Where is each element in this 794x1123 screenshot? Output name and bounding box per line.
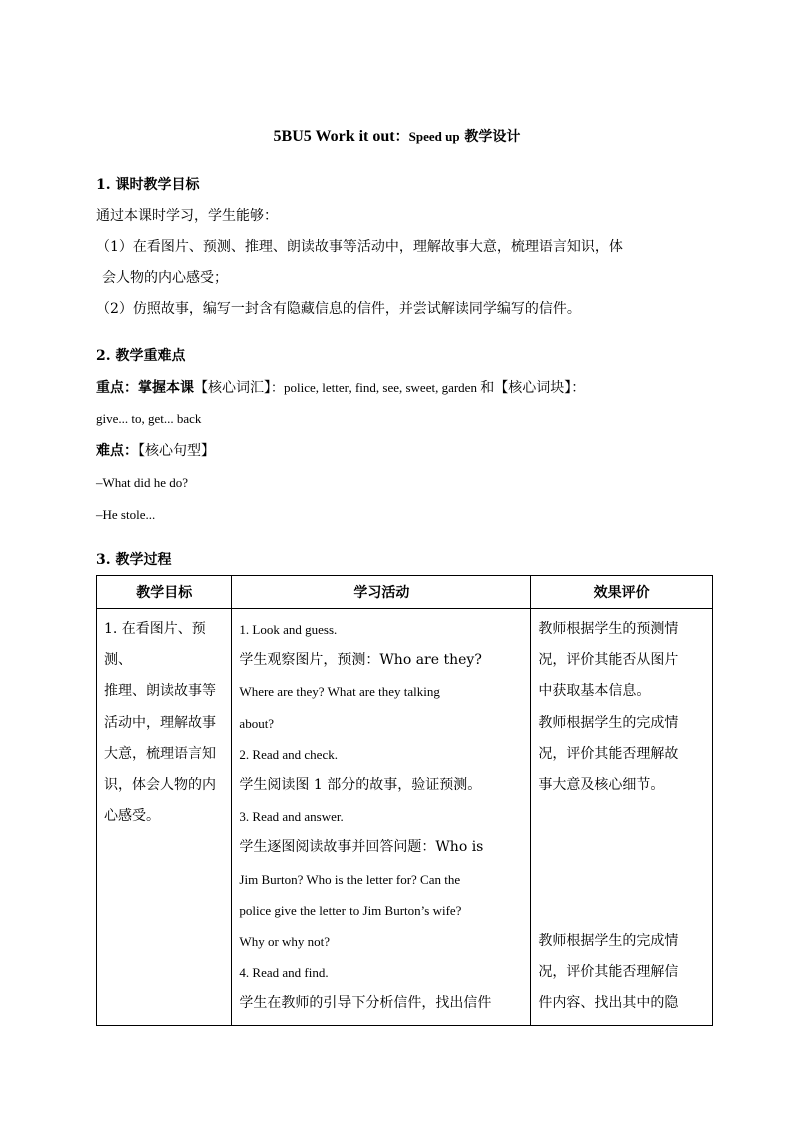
section1-heading: 1. 课时教学目标 bbox=[96, 177, 200, 193]
evaluation-line: 况，评价其能否从图片 bbox=[538, 652, 679, 669]
difficult-line bbox=[96, 440, 716, 462]
activity-line: 学生观察图片，预测：Who are they? bbox=[239, 652, 482, 669]
goal1-line2: 会人物的内心感受； bbox=[102, 270, 228, 286]
key-label: 重点：掌握本课 bbox=[96, 380, 194, 396]
title-part1: 5BU5 Work it out bbox=[273, 128, 395, 145]
goal-line: 活动中，理解故事 bbox=[104, 714, 216, 731]
goal-line: 识，体会人物的内 bbox=[104, 777, 216, 794]
difficult-value: 【核心句型】 bbox=[138, 443, 215, 459]
evaluation-line: 中获取基本信息。 bbox=[538, 683, 651, 700]
goal1-line1: （1）在看图片、预测、推理、朗读故事等活动中，理解故事大意，梳理语言知识，体 bbox=[96, 239, 623, 255]
title-part3: 教学设计 bbox=[459, 129, 521, 145]
key-points-line bbox=[96, 377, 716, 399]
evaluation-spacer bbox=[538, 801, 705, 926]
difficult-label: 难点： bbox=[96, 443, 138, 459]
evaluation-line: 况，评价其能否理解信 bbox=[538, 964, 679, 981]
key-chunk-label: 【核心词块】 bbox=[494, 380, 572, 396]
activity-line: Where are they? What are they talking bbox=[239, 684, 440, 700]
goal-line: 推理、朗读故事等 bbox=[104, 683, 216, 700]
teaching-process-table bbox=[96, 575, 713, 1026]
key-and: 和 bbox=[480, 380, 495, 396]
goal-line: 1. 在看图片、预测、 bbox=[104, 621, 206, 669]
goal2: （2）仿照故事，编写一封含有隐藏信息的信件，并尝试解读同学编写的信件。 bbox=[96, 301, 581, 317]
activity-line: 2. Read and check. bbox=[239, 746, 338, 762]
sentence-1: –What did he do? bbox=[96, 475, 189, 490]
goal-line: 大意，梳理语言知 bbox=[104, 745, 216, 762]
activity-line: 1. Look and guess. bbox=[239, 622, 338, 637]
activity-line: Why or why not? bbox=[239, 934, 331, 950]
title-part2: Speed up bbox=[408, 129, 460, 144]
evaluation-line: 教师根据学生的完成情 bbox=[538, 714, 679, 731]
key-chunks: give... to, get... back bbox=[96, 411, 202, 426]
activity-cell bbox=[232, 609, 531, 1026]
activity-line: 学生在教师的引导下分析信件，找出信件 bbox=[239, 995, 492, 1012]
evaluation-line: 件内容、找出其中的隐 bbox=[538, 995, 679, 1012]
header-activity: 学习活动 bbox=[232, 576, 531, 609]
title-colon: ： bbox=[394, 129, 409, 145]
section3-heading: 3. 教学过程 bbox=[96, 552, 172, 568]
sentence-2: –He stole... bbox=[96, 507, 156, 522]
document-title bbox=[0, 126, 794, 146]
evaluation-line: 事大意及核心细节。 bbox=[538, 777, 665, 794]
evaluation-line: 教师根据学生的预测情 bbox=[538, 621, 679, 637]
goal-cell bbox=[97, 609, 232, 1026]
header-goal: 教学目标 bbox=[97, 576, 232, 609]
evaluation-cell bbox=[531, 609, 713, 1026]
key-colon: ： bbox=[571, 380, 586, 396]
goal-line: 心感受。 bbox=[104, 808, 160, 825]
evaluation-line: 教师根据学生的完成情 bbox=[538, 933, 679, 950]
section1-intro: 通过本课时学习，学生能够： bbox=[96, 208, 278, 224]
key-vocab: ：police, letter, find, see, sweet, garden bbox=[271, 380, 481, 395]
header-evaluation: 效果评价 bbox=[531, 576, 713, 609]
section2-heading: 2. 教学重难点 bbox=[96, 348, 186, 364]
table-row bbox=[97, 609, 713, 1026]
key-vocab-label: 【核心词汇】 bbox=[194, 380, 271, 396]
activity-line: Jim Burton? Who is the letter for? Can the bbox=[239, 871, 461, 887]
evaluation-line: 况，评价其能否理解故 bbox=[538, 745, 679, 762]
activity-line: about? bbox=[239, 715, 275, 731]
activity-line: 4. Read and find. bbox=[239, 965, 329, 981]
activity-line: 3. Read and answer. bbox=[239, 809, 344, 825]
activity-line: 学生逐图阅读故事并回答问题：Who is bbox=[239, 839, 484, 856]
table-header-row bbox=[97, 576, 713, 609]
activity-line: 学生阅读图 1 部分的故事，验证预测。 bbox=[239, 777, 482, 794]
activity-line: police give the letter to Jim Burton’s wife? bbox=[239, 902, 462, 918]
